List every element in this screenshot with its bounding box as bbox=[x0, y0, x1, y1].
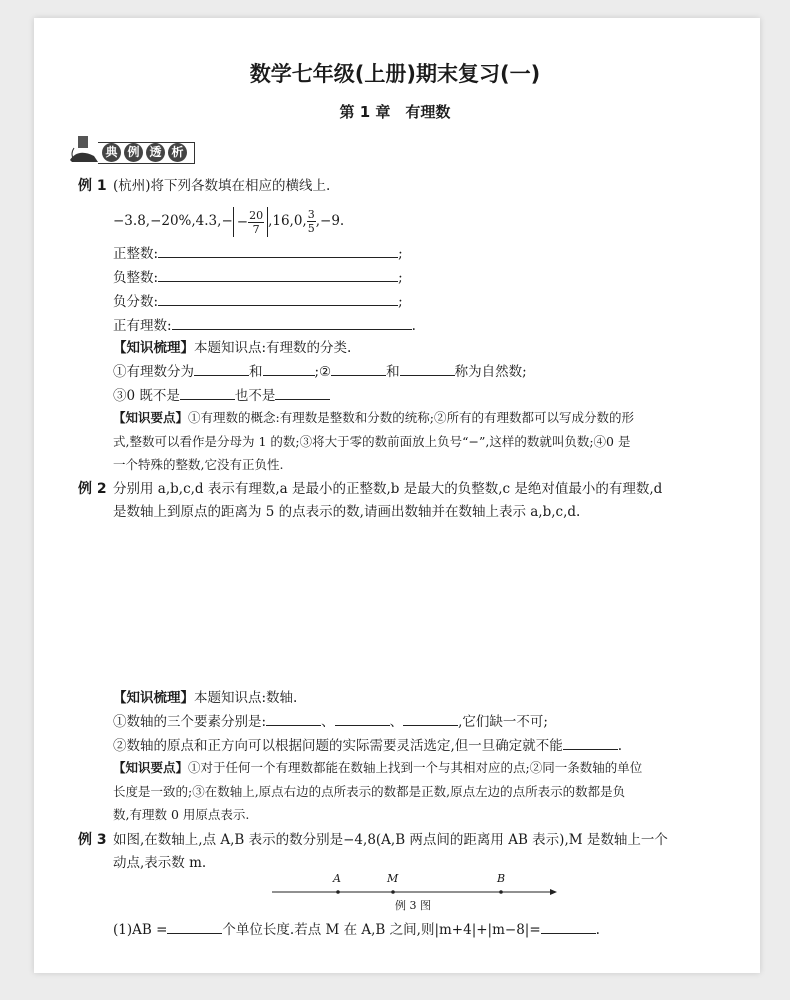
review-2-q1 bbox=[113, 711, 548, 732]
answer-blank[interactable] bbox=[400, 361, 455, 376]
key-points-2-line: 数,有理数 0 用原点表示. bbox=[113, 807, 250, 822]
answer-blank[interactable] bbox=[158, 291, 398, 306]
text: 也不是 bbox=[234, 388, 276, 404]
answer-blank[interactable] bbox=[172, 315, 412, 330]
banner-char: 例 bbox=[124, 143, 143, 162]
point-a bbox=[336, 890, 340, 894]
text: 和 bbox=[386, 364, 400, 380]
text: (1)AB = bbox=[113, 922, 168, 938]
tag: 【知识梳理】 bbox=[113, 340, 194, 356]
text: 和 bbox=[249, 364, 263, 380]
chapter-heading: 第 1 章 有理数 bbox=[339, 103, 451, 121]
numerator: 20 bbox=[249, 208, 264, 222]
section-banner bbox=[68, 134, 198, 162]
answer-blank[interactable] bbox=[158, 267, 398, 282]
punct: ; bbox=[398, 270, 403, 286]
answer-blank[interactable] bbox=[335, 711, 390, 726]
answer-line-negative-integers bbox=[113, 267, 403, 288]
review-1 bbox=[113, 338, 351, 358]
category-label: 正整数: bbox=[113, 246, 159, 262]
text: ②数轴的原点和正方向可以根据问题的实际需要灵活选定,但一旦确定就不能 bbox=[113, 738, 563, 754]
review-1-q3 bbox=[113, 385, 330, 406]
example-2-text: 分别用 a,b,c,d 表示有理数,a 是最小的正整数,b 是最大的负整数,c 是绝对值最小的有理数,d bbox=[113, 481, 663, 497]
answer-blank[interactable] bbox=[541, 919, 596, 934]
answer-line-positive-rationals bbox=[113, 315, 416, 336]
denominator: 5 bbox=[307, 222, 315, 235]
key-points-1-line: 式,整数可以看作是分母为 1 的数;③将大于零的数前面放上负号“−”,这样的数就叫负数;④0 是 bbox=[113, 434, 631, 449]
example-1-prompt: (杭州)将下列各数填在相应的横线上. bbox=[113, 178, 331, 194]
punct: ; bbox=[398, 294, 403, 310]
text: ①有理数分为 bbox=[113, 364, 194, 380]
answer-line-negative-fractions bbox=[113, 291, 403, 312]
answer-blank[interactable] bbox=[180, 385, 235, 400]
category-label: 负分数: bbox=[113, 294, 159, 310]
text: 、 bbox=[321, 714, 335, 730]
review-1-q1 bbox=[113, 361, 527, 382]
answer-blank[interactable] bbox=[158, 243, 398, 258]
answer-space[interactable] bbox=[113, 530, 733, 680]
banner-char: 典 bbox=[102, 143, 121, 162]
page-title: 数学七年级(上册)期末复习(一) bbox=[249, 62, 541, 86]
books-icon bbox=[68, 134, 100, 164]
review-2 bbox=[113, 688, 297, 708]
fraction bbox=[307, 208, 316, 235]
numbers-text: ,−9. bbox=[315, 213, 345, 229]
example-3-text: 动点,表示数 m. bbox=[113, 855, 207, 871]
text: ;② bbox=[314, 364, 332, 380]
point-m bbox=[391, 890, 395, 894]
key-points-2-line: 长度是一致的;③在数轴上,原点右边的点所表示的数都是正数,原点左边的点所表示的数都是负 bbox=[113, 784, 626, 799]
tag: 【知识要点】 bbox=[113, 410, 189, 425]
key-points-1-line: 一个特殊的整数,它没有正负性. bbox=[113, 457, 284, 472]
text: ①对于任何一个有理数都能在数轴上找到一个与其相对应的点;②同一条数轴的单位 bbox=[188, 760, 643, 775]
example-2-text: 是数轴上到原点的距离为 5 的点表示的数,请画出数轴并在数轴上表示 a,b,c,d. bbox=[113, 504, 581, 520]
answer-blank[interactable] bbox=[275, 385, 330, 400]
text: ,它们缺一不可; bbox=[458, 714, 548, 730]
text: 、 bbox=[389, 714, 404, 730]
answer-blank[interactable] bbox=[331, 361, 386, 376]
arrow-icon bbox=[550, 889, 557, 895]
point-b bbox=[499, 890, 503, 894]
fraction bbox=[248, 209, 264, 236]
tag: 【知识梳理】 bbox=[113, 690, 194, 706]
key-points-2 bbox=[113, 758, 642, 778]
banner-char: 透 bbox=[146, 143, 165, 162]
numbers-text: −3.8,−20%,4.3,− bbox=[113, 213, 233, 229]
example-1-label: 例 1 bbox=[78, 178, 107, 194]
answer-blank[interactable] bbox=[266, 711, 321, 726]
example-3-label: 例 3 bbox=[78, 832, 107, 848]
tag: 【知识要点】 bbox=[113, 760, 189, 775]
answer-blank[interactable] bbox=[403, 711, 458, 726]
category-label: 正有理数: bbox=[113, 318, 172, 334]
label-a: A bbox=[333, 872, 341, 885]
number-line-figure bbox=[270, 872, 560, 900]
category-label: 负整数: bbox=[113, 270, 159, 286]
absolute-value bbox=[233, 207, 268, 237]
example-1-numbers bbox=[113, 206, 344, 237]
text: ③0 既不是 bbox=[113, 388, 180, 404]
text: 本题知识点:数轴. bbox=[194, 690, 298, 706]
answer-blank[interactable] bbox=[263, 361, 315, 376]
answer-blank[interactable] bbox=[167, 919, 222, 934]
text: 称为自然数; bbox=[454, 364, 527, 380]
key-points-1 bbox=[113, 408, 634, 428]
punct: . bbox=[411, 318, 416, 334]
text: ①数轴的三个要素分别是: bbox=[113, 714, 267, 730]
banner-char: 析 bbox=[168, 143, 187, 162]
label-m: M bbox=[387, 872, 399, 885]
sign: − bbox=[236, 213, 249, 230]
answer-line-positive-integers bbox=[113, 243, 403, 264]
figure-caption: 例 3 图 bbox=[395, 899, 431, 912]
example-3-q1 bbox=[113, 919, 600, 940]
denominator: 7 bbox=[252, 222, 260, 236]
text: . bbox=[595, 922, 600, 938]
label-b: B bbox=[497, 872, 506, 885]
text: 个单位长度.若点 M 在 A,B 之间,则|m+4|+|m−8|= bbox=[222, 922, 541, 938]
numbers-text: ,16,0, bbox=[268, 213, 307, 229]
punct: ; bbox=[398, 246, 403, 262]
text: ①有理数的概念:有理数是整数和分数的统称;②所有的有理数都可以写成分数的形 bbox=[188, 410, 634, 425]
numerator: 3 bbox=[307, 208, 315, 221]
example-2-label: 例 2 bbox=[78, 481, 107, 497]
review-2-q2: ②数轴的原点和正方向可以根据问题的实际需要灵活选定,但一旦确定就不能 . bbox=[113, 735, 622, 756]
answer-blank[interactable] bbox=[563, 735, 618, 750]
example-3-text: 如图,在数轴上,点 A,B 表示的数分别是−4,8(A,B 两点间的距离用 AB 表示),M 是数轴上一个 bbox=[113, 832, 668, 848]
answer-blank[interactable] bbox=[194, 361, 249, 376]
review-text: 本题知识点:有理数的分类. bbox=[194, 340, 352, 356]
